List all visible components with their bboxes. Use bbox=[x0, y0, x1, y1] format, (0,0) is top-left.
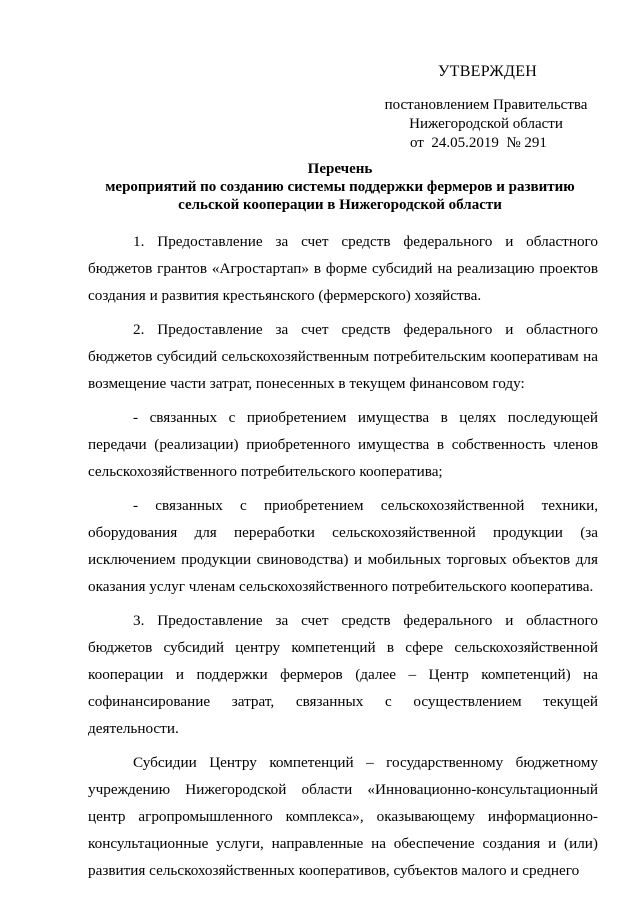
paragraph-2-item-2: - связанных с приобретением сельскохозяйственной техники, оборудования для переработки сельскохозяйственной продукции (за исключением продукции свиноводства) и мобильных торговых объектов для оказания услуг членам сельскохозяйственного потребительского кооператива. bbox=[88, 497, 598, 595]
approval-block bbox=[376, 62, 596, 153]
title-line-1: Перечень bbox=[307, 161, 373, 177]
document-title bbox=[60, 160, 620, 214]
approval-title: УТВЕРЖДЕН bbox=[438, 63, 538, 80]
title-line-2: мероприятий по созданию системы поддержки фермеров и развитию bbox=[105, 179, 575, 195]
approval-line-2: Нижегородской области bbox=[409, 116, 563, 132]
paragraph-4: Субсидии Центру компетенций – государственному бюджетному учреждению Нижегородской области «Инновационно-консультационный центр агропромышленного комплекса», оказывающему информационно-консультационные услуги, направленные на обеспечение создания и (или) развития сельскохозяйственных кооперативов, субъектов малого и среднего bbox=[88, 754, 598, 879]
document-body bbox=[88, 228, 598, 891]
approval-date: от 24.05.2019 № 291 bbox=[410, 135, 547, 151]
title-line-3: сельской кооперации в Нижегородской области bbox=[178, 197, 502, 213]
paragraph-3: 3. Предоставление за счет средств федерального и областного бюджетов субсидий центру компетенций в сфере сельскохозяйственной кооперации и поддержки фермеров (далее – Центр компетенций) на софинансирование затрат, связанных с осуществлением текущей деятельности. bbox=[88, 612, 598, 737]
paragraph-2-item-1: - связанных с приобретением имущества в целях последующей передачи (реализации) приобретенного имущества в собственность членов сельскохозяйственного потребительского кооператива; bbox=[88, 409, 598, 480]
paragraph-1: 1. Предоставление за счет средств федерального и областного бюджетов грантов «Агростартап» в форме субсидий на реализацию проектов создания и развития крестьянского (фермерского) хозяйства. bbox=[88, 233, 598, 304]
paragraph-2: 2. Предоставление за счет средств федерального и областного бюджетов субсидий сельскохозяйственным потребительским кооперативам на возмещение части затрат, понесенных в текущем финансовом году: bbox=[88, 321, 598, 392]
approval-line-1: постановлением Правительства bbox=[384, 97, 588, 113]
